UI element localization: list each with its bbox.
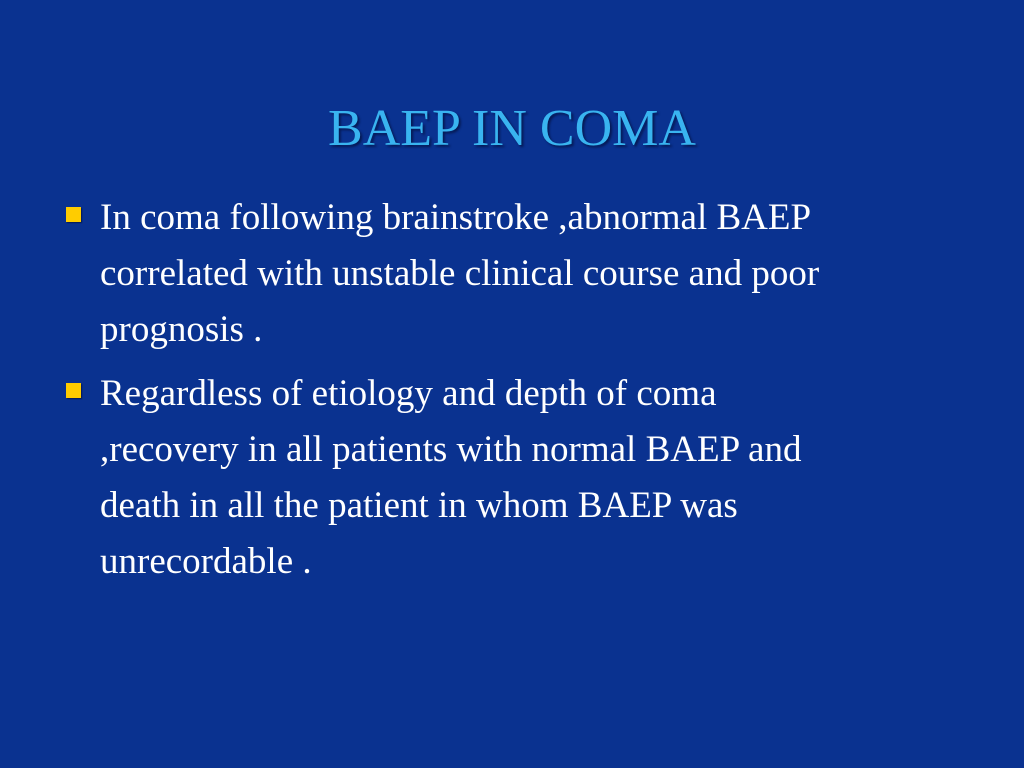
bullet-list <box>64 190 964 598</box>
bullet-item <box>64 366 964 590</box>
square-bullet-icon <box>66 207 81 222</box>
slide-title: BAEP IN COMA <box>328 99 696 157</box>
bullet-text: Regardless of etiology and depth of coma ,recovery in all patients with normal BAEP and death in all the patient in whom BAEP was unrecordable . <box>100 373 802 582</box>
bullet-text: In coma following brainstroke ,abnormal BAEP correlated with unstable clinical course and poor prognosis . <box>100 197 820 350</box>
bullet-item <box>64 190 964 358</box>
square-bullet-icon <box>66 383 81 398</box>
